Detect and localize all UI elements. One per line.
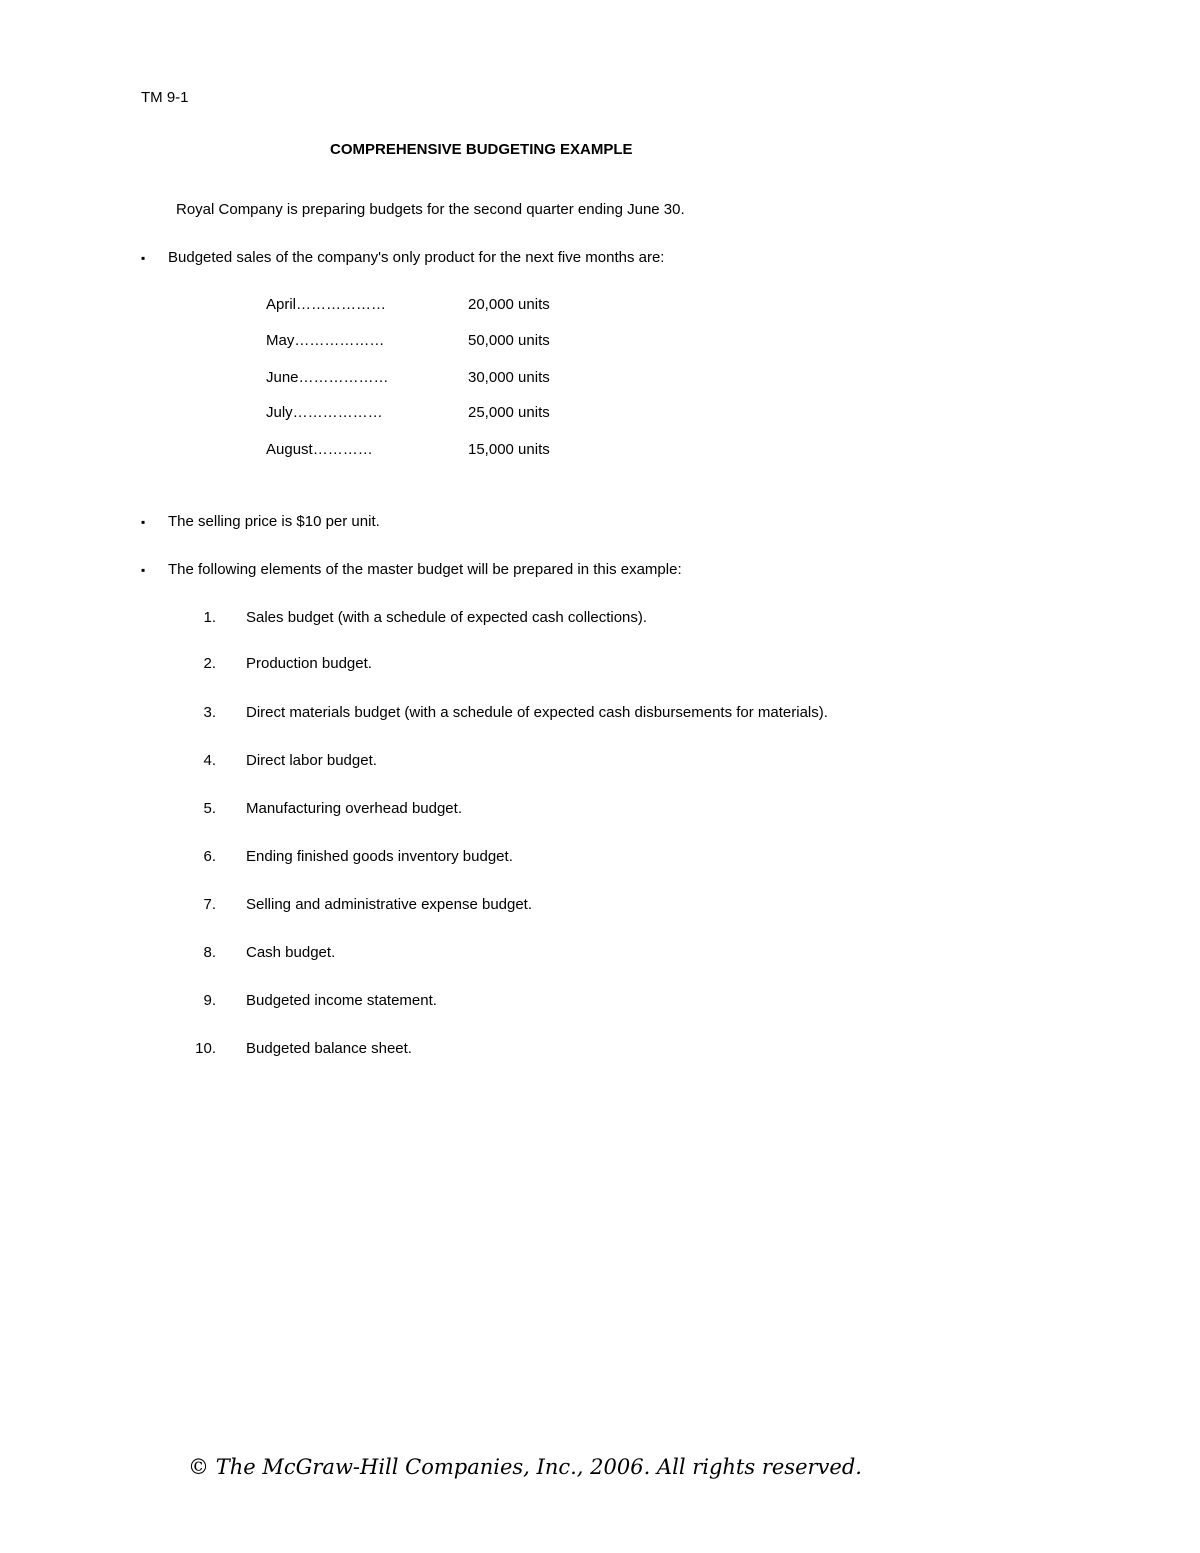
list-item-number: 10. (195, 1040, 216, 1057)
sales-month-label: June……………… (266, 369, 389, 386)
list-item-text: Budgeted balance sheet. (246, 1040, 412, 1057)
sales-units-value: 15,000 units (468, 441, 550, 458)
list-item-number: 9. (203, 992, 216, 1009)
sales-units-value: 50,000 units (468, 332, 550, 349)
list-item-number: 3. (203, 704, 216, 721)
bullet-sales-intro: Budgeted sales of the company's only product for the next five months are: (168, 249, 665, 266)
bullet-icon: ▪ (141, 563, 146, 577)
list-item-number: 2. (203, 655, 216, 672)
list-item-number: 5. (203, 800, 216, 817)
list-item-number: 7. (203, 896, 216, 913)
list-item-text: Manufacturing overhead budget. (246, 800, 462, 817)
list-item-number: 4. (203, 752, 216, 769)
sales-month-label: July……………… (266, 404, 383, 421)
list-item-text: Direct materials budget (with a schedule of expected cash disbursements for materials). (246, 704, 828, 721)
sales-units-value: 25,000 units (468, 404, 550, 421)
list-item-text: Budgeted income statement. (246, 992, 437, 1009)
list-item-text: Sales budget (with a schedule of expected cash collections). (246, 609, 648, 626)
list-item-text: Production budget. (246, 655, 372, 672)
intro-paragraph: Royal Company is preparing budgets for the second quarter ending June 30. (176, 201, 685, 218)
sales-month-label: April……………… (266, 296, 387, 313)
bullet-icon: ▪ (141, 515, 146, 529)
sales-units-value: 30,000 units (468, 369, 550, 386)
bullet-selling-price: The selling price is $10 per unit. (168, 513, 380, 530)
list-item-text: Selling and administrative expense budget. (246, 896, 533, 913)
page-title: COMPREHENSIVE BUDGETING EXAMPLE (330, 141, 633, 158)
bullet-icon: ▪ (141, 251, 146, 265)
sales-month-label: August………… (266, 441, 373, 458)
transparency-master-label: TM 9-1 (141, 89, 189, 106)
list-item-text: Cash budget. (246, 944, 336, 961)
list-item-text: Direct labor budget. (246, 752, 377, 769)
list-item-number: 6. (203, 848, 216, 865)
bullet-budget-elements-intro: The following elements of the master budget will be prepared in this example: (168, 561, 682, 578)
copyright-footer: © The McGraw-Hill Companies, Inc., 2006. All rights reserved. (188, 1455, 862, 1479)
list-item-text: Ending finished goods inventory budget. (246, 848, 513, 865)
sales-month-label: May……………… (266, 332, 385, 349)
sales-units-value: 20,000 units (468, 296, 550, 313)
list-item-number: 1. (203, 609, 216, 626)
list-item-number: 8. (203, 944, 216, 961)
